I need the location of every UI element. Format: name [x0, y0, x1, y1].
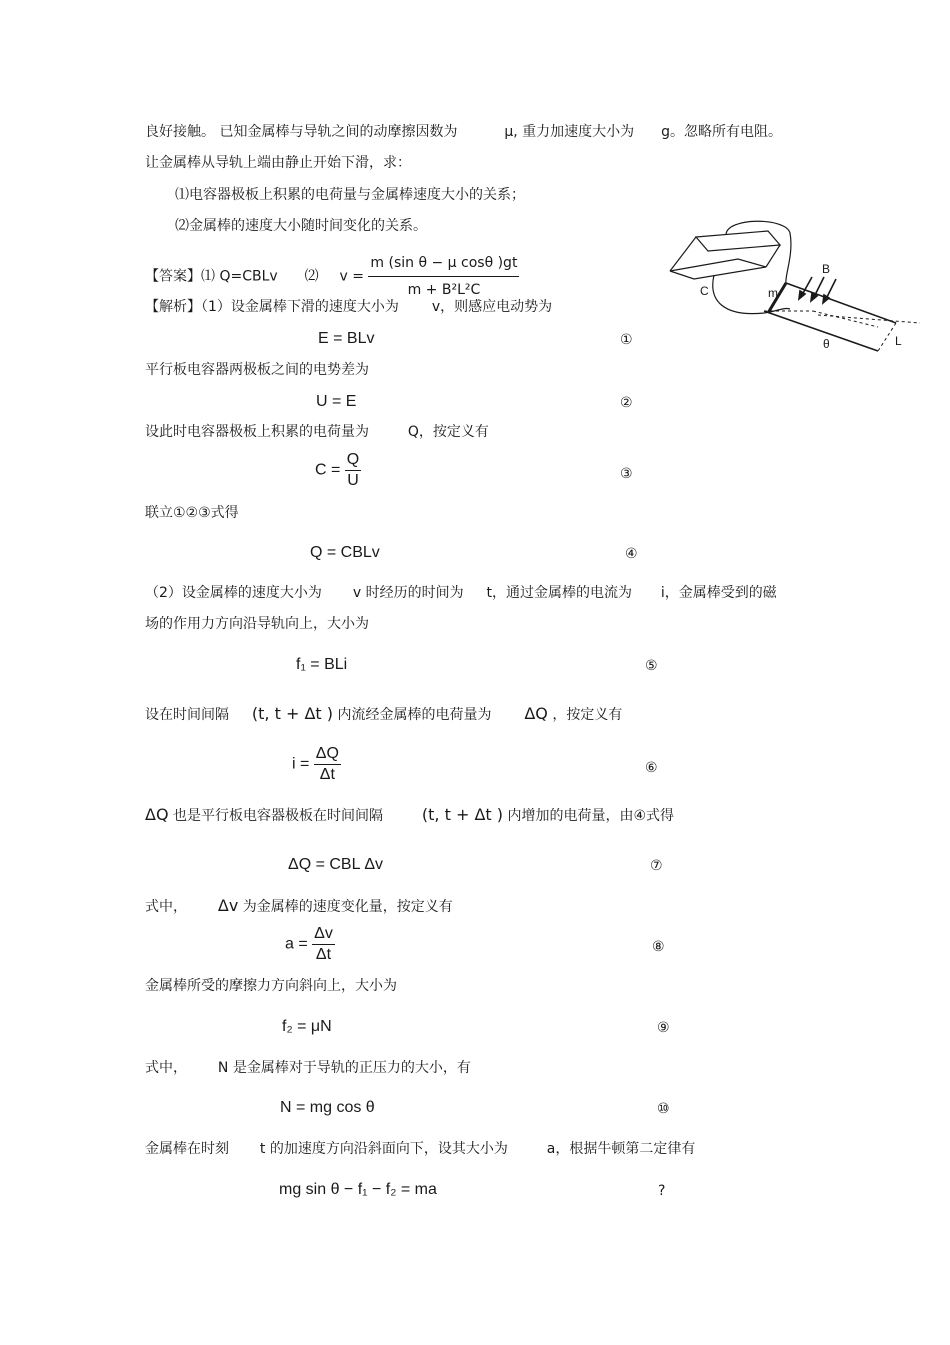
equation-3-number: ③	[620, 466, 633, 482]
text-part-2	[145, 584, 777, 602]
equation-5: f₁ = BLi	[296, 656, 348, 673]
text-acceleration: t 的加速度方向沿斜面向下，设其大小为	[259, 1141, 508, 1157]
text-part-2-t: t，通过金属棒的电流为	[486, 585, 632, 601]
text-interval: (t, t + Δt )	[251, 704, 333, 723]
analysis-line	[145, 298, 552, 316]
question-2: ⑵金属棒的速度大小随时间变化的关系。	[175, 218, 427, 234]
text-capacitor-interval	[145, 806, 674, 825]
text-friction-force: 金属棒所受的摩擦力方向斜向上，大小为	[145, 978, 397, 994]
text-g: g。忽略所有电阻。	[661, 124, 782, 140]
rail-lower	[764, 311, 878, 351]
text-delta-q: ΔQ	[524, 704, 548, 723]
text-part-2-i: i，金属棒受到的磁	[660, 585, 777, 601]
answer-2-fraction	[368, 250, 519, 303]
label-b: B	[822, 262, 831, 276]
equation-5-number: ⑤	[645, 658, 658, 674]
answer-2-lhs: v =	[339, 268, 364, 285]
equation-6	[292, 744, 341, 785]
equation-1: E = BLv	[318, 330, 375, 347]
text-delta-q-2: ΔQ	[145, 805, 169, 824]
wire-top	[726, 221, 791, 285]
equation-6-fraction	[314, 744, 341, 785]
text-delta-v: Δv	[217, 896, 239, 915]
text-combine: 联立①②③式得	[145, 505, 239, 521]
text-charge-definition	[145, 423, 489, 441]
text-increase: 内增加的电荷量，由④式得	[507, 808, 675, 824]
text-where-2: 式中，	[145, 1060, 187, 1076]
text-friction: 良好接触。 已知金属棒与导轨之间的动摩擦因数为	[145, 124, 458, 140]
text-capacitor-interval-intro: 也是平行板电容器极板在时间间隔	[173, 808, 383, 824]
equation-9: f₂ = μN	[282, 1018, 332, 1035]
equation-9-number: ⑨	[657, 1020, 670, 1036]
text-part-2-v: v 时经历的时间为	[352, 585, 464, 601]
equation-8	[285, 924, 335, 965]
equation-8-number: ⑧	[652, 939, 665, 955]
text-normal-force	[145, 1059, 471, 1077]
equation-10: N = mg cos θ	[280, 1099, 375, 1116]
problem-line-2: 让金属棒从导轨上端由静止开始下滑，求：	[145, 155, 411, 171]
text-part-2-intro: （2）设金属棒的速度大小为	[145, 585, 322, 601]
text-normal: N 是金属棒对于导轨的正压力的大小，有	[217, 1060, 471, 1076]
equation-3-fraction	[345, 450, 361, 491]
problem-line-1	[145, 123, 782, 141]
equation-3-numerator: Q	[346, 451, 360, 468]
equation-7-number: ⑦	[650, 858, 663, 874]
analysis-intro: 【解析】（1）设金属棒下滑的速度大小为	[145, 299, 399, 315]
equation-6-denominator: Δt	[319, 766, 335, 783]
capacitor-bottom-plate	[670, 259, 766, 279]
equation-10-number: ⑩	[657, 1101, 670, 1117]
equation-6-number: ⑥	[645, 760, 658, 776]
equation-8-fraction	[312, 924, 335, 965]
text-by-definition: ，按定义有	[552, 707, 623, 723]
equation-8-numerator: Δv	[314, 925, 333, 942]
capacitor-rail-figure	[668, 215, 920, 355]
equation-11-number: ?	[658, 1183, 666, 1199]
text-time-interval	[145, 705, 622, 724]
text-time-interval-intro: 设在时间间隔	[145, 707, 229, 723]
text-charge-intro: 设此时电容器极板上积累的电荷量为	[145, 424, 369, 440]
text-newton-intro: 金属棒在时刻	[145, 1141, 229, 1157]
text-where: 式中，	[145, 899, 187, 915]
analysis-v: v，则感应电动势为	[431, 299, 553, 315]
equation-3-denominator: U	[347, 472, 359, 489]
capacitor-top-plate	[696, 231, 780, 251]
text-newton	[145, 1140, 695, 1158]
text-magnetic-force: 场的作用力方向沿导轨向上，大小为	[145, 616, 369, 632]
equation-7: ΔQ = CBL Δv	[288, 856, 384, 873]
equation-4: Q = CBLv	[310, 544, 380, 561]
equation-1-number: ①	[620, 332, 633, 348]
equation-3-lhs: C =	[315, 461, 341, 479]
question-1: ⑴电容器极板上积累的电荷量与金属棒速度大小的关系；	[175, 187, 525, 203]
answer-2-denominator: m + B²L²C	[407, 282, 481, 298]
text-newton-law: a，根据牛顿第二定律有	[546, 1141, 696, 1157]
equation-11: mg sin θ − f₁ − f₂ = ma	[279, 1181, 437, 1198]
equation-2: U = E	[316, 393, 357, 410]
answer-label: 【答案】⑴	[145, 268, 215, 285]
equation-2-number: ②	[620, 395, 633, 411]
text-velocity-change	[145, 897, 453, 916]
equation-3	[315, 450, 361, 491]
text-velocity-definition: 为金属棒的速度变化量，按定义有	[242, 899, 453, 915]
equation-6-numerator: ΔQ	[315, 745, 339, 762]
label-c: C	[700, 284, 709, 298]
equation-8-denominator: Δt	[315, 946, 332, 963]
text-potential-difference: 平行板电容器两极板之间的电势差为	[145, 362, 369, 378]
text-mu: μ,	[504, 124, 518, 140]
equation-8-lhs: a =	[285, 935, 308, 953]
text-interval-2: (t, t + Δt )	[421, 805, 503, 824]
answer-1: Q=CBLv	[219, 268, 278, 285]
text-gravity: 重力加速度大小为	[522, 124, 635, 140]
equation-4-number: ④	[625, 546, 638, 562]
label-m: m	[768, 286, 778, 300]
text-charge-through: 内流经金属棒的电荷量为	[337, 707, 492, 723]
label-l: L	[895, 334, 902, 348]
rail-upper	[786, 283, 896, 323]
answer-2-label: ⑵	[304, 268, 319, 285]
text-charge-q: Q，按定义有	[407, 424, 489, 440]
answer-2-numerator: m (sin θ − μ cosθ )gt	[370, 255, 518, 271]
label-theta: θ	[823, 337, 830, 351]
equation-6-lhs: i =	[292, 755, 310, 773]
answer-line	[145, 250, 519, 303]
